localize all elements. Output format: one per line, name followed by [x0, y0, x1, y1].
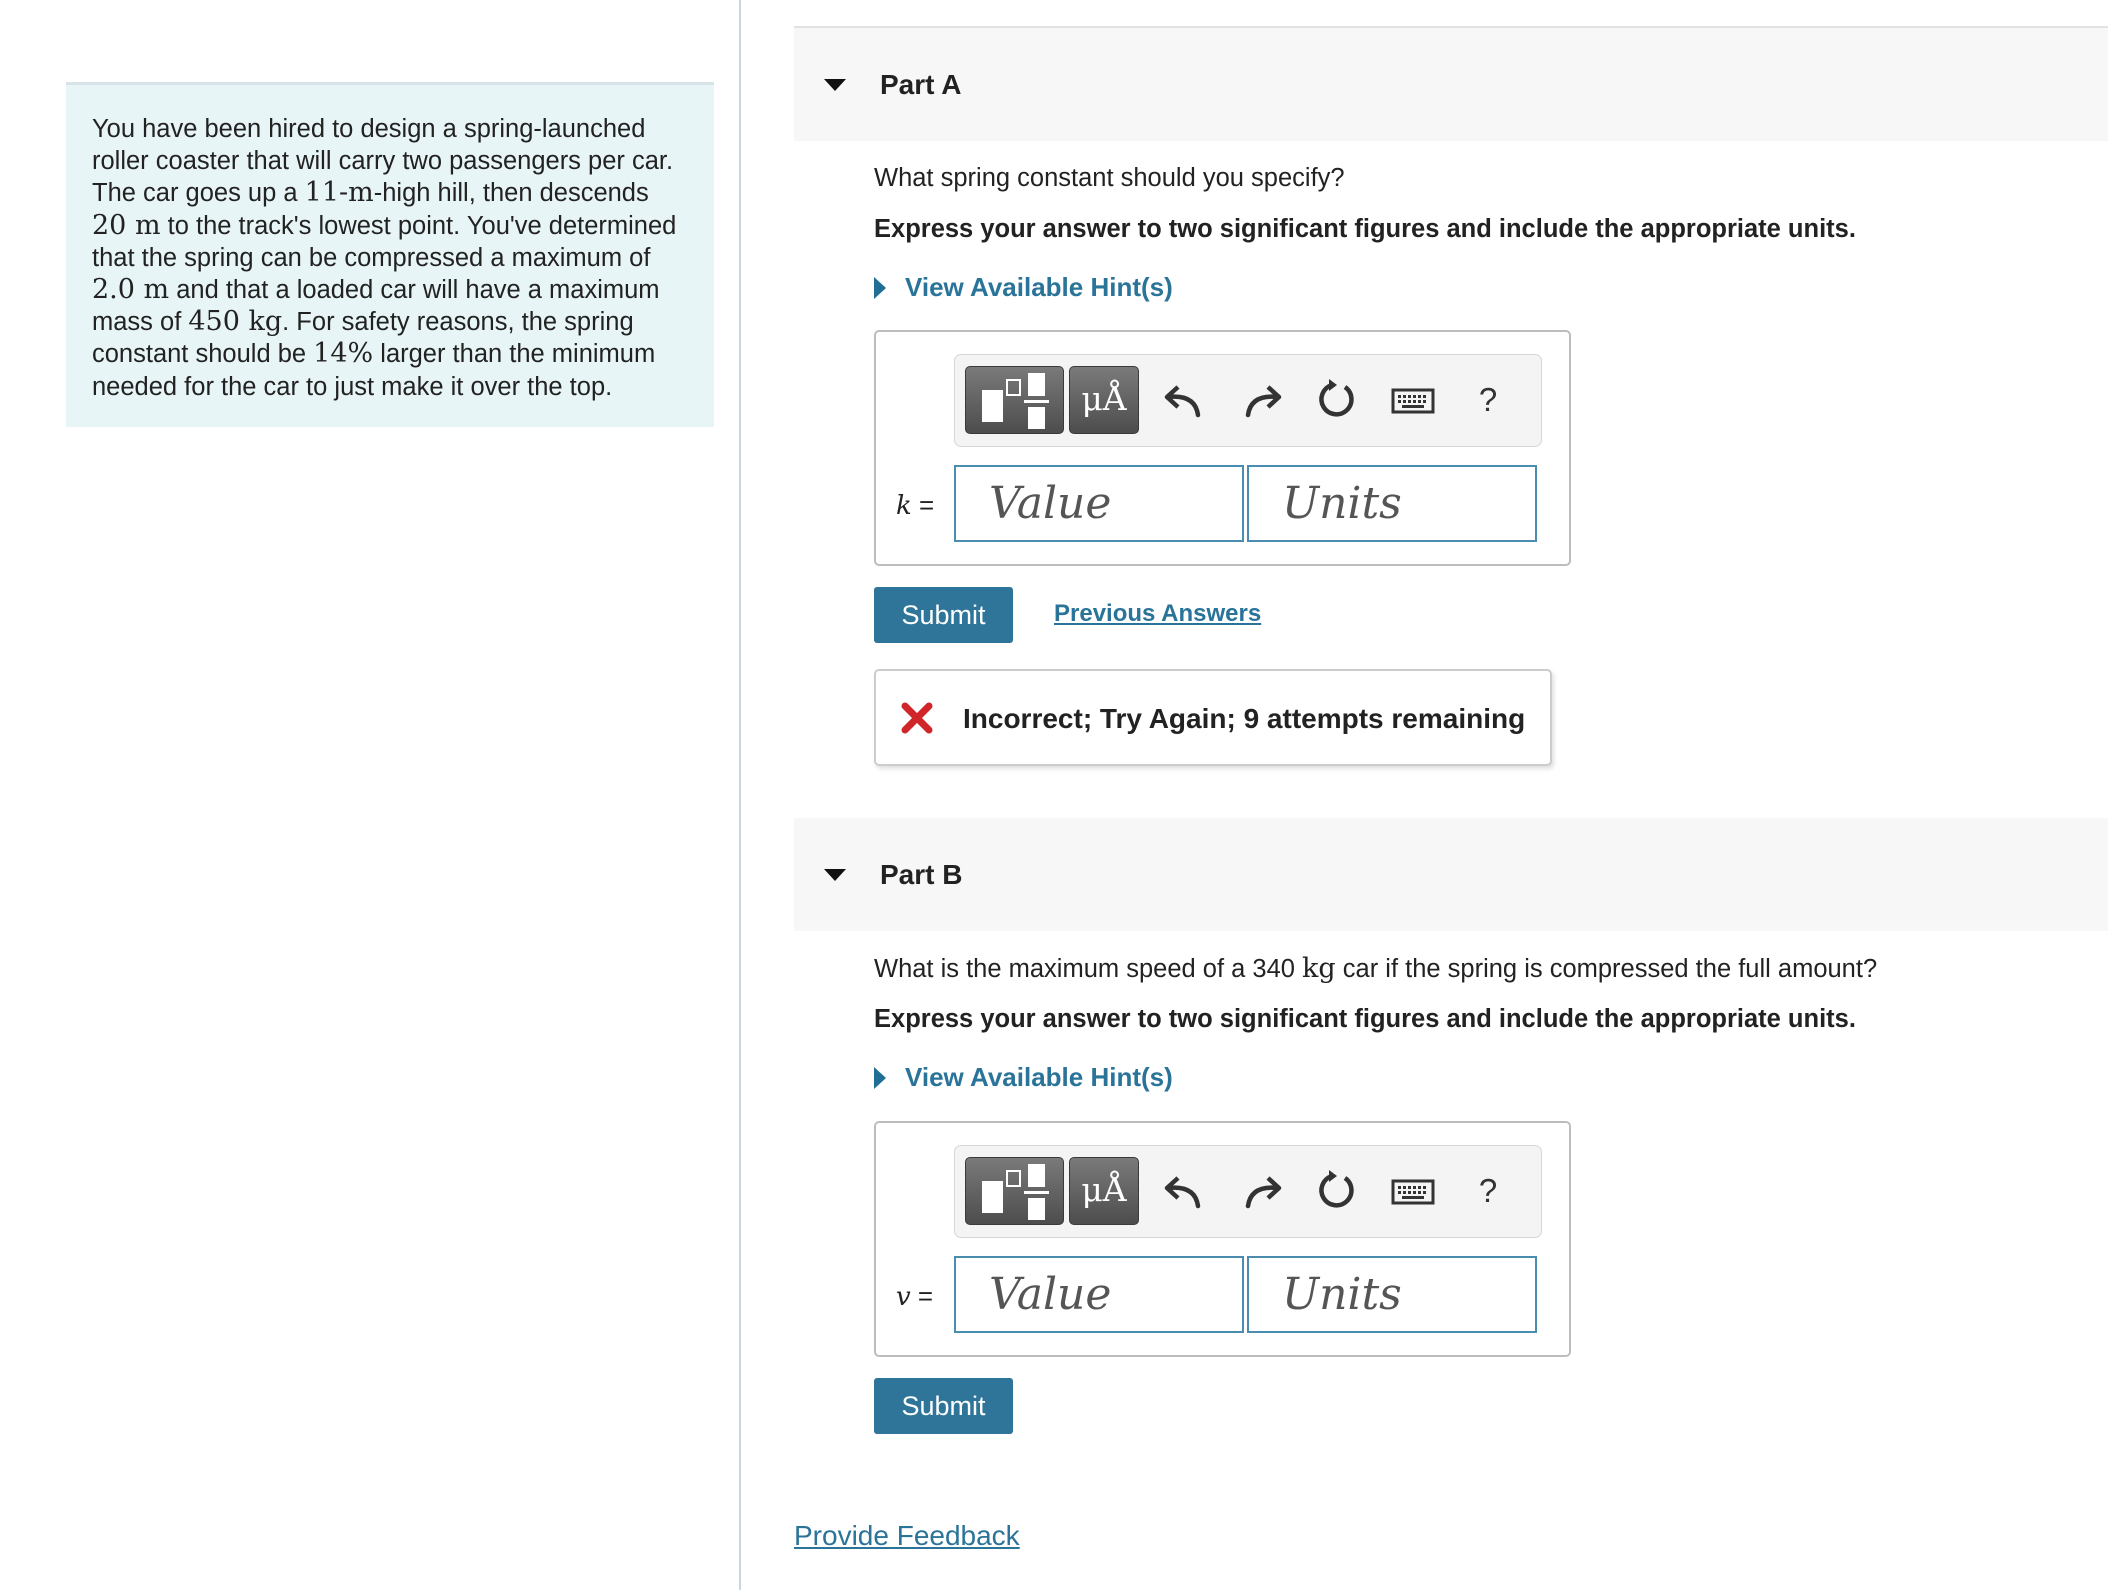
incorrect-x-icon	[900, 701, 934, 735]
units-input[interactable]: Units	[1247, 465, 1537, 542]
template-block-icon	[982, 1181, 1003, 1213]
previous-answers-link[interactable]: Previous Answers	[1054, 600, 1262, 627]
math-toolbar	[954, 354, 1542, 447]
problem-math-height: 11-m	[304, 177, 374, 209]
redo-icon[interactable]	[1236, 375, 1286, 425]
fraction-denominator-icon	[1028, 1198, 1045, 1220]
part-b-instruction: Express your answer to two significant figures and include the appropriate units.	[874, 1005, 1856, 1033]
template-block-icon	[982, 390, 1003, 422]
part-a-title: Part A	[880, 68, 962, 100]
problem-text-segment: You have been hired to design a spring-launched roller coaster that will carry two passengers per car. The car goes up a	[92, 115, 674, 208]
help-icon[interactable]: ?	[1478, 381, 1498, 418]
fraction-numerator-icon	[1028, 1164, 1045, 1187]
value-input[interactable]: Value	[954, 465, 1244, 542]
template-box-icon	[1006, 1170, 1021, 1187]
reset-icon[interactable]	[1312, 375, 1362, 425]
value-input[interactable]: Value	[954, 1256, 1244, 1333]
math-toolbar	[954, 1145, 1542, 1238]
variable-label	[896, 490, 934, 521]
fraction-bar-icon	[1024, 1191, 1049, 1194]
fraction-template-button[interactable]	[965, 1157, 1064, 1225]
problem-text-segment: larger than the minimum needed for the car to just make it over the top.	[92, 340, 656, 401]
variable-label	[896, 1281, 933, 1312]
undo-icon[interactable]	[1160, 375, 1210, 425]
units-symbols-button[interactable]	[1069, 366, 1139, 434]
collapse-caret-icon[interactable]	[824, 79, 846, 91]
part-b-hint-toggle[interactable]	[874, 1062, 1173, 1093]
problem-math-percent: 14%	[313, 338, 374, 370]
problem-text-segment: to the track's lowest point. You've determined that the spring can be compressed a maximum of	[92, 211, 677, 272]
template-box-icon	[1006, 379, 1021, 396]
redo-icon[interactable]	[1236, 1166, 1286, 1216]
fraction-bar-icon	[1024, 400, 1049, 403]
question-text: What is the maximum speed of a 340	[874, 955, 1303, 983]
fraction-template-button[interactable]	[965, 366, 1064, 434]
part-a-answer-box	[874, 330, 1571, 566]
hint-label: View Available Hint(s)	[905, 272, 1173, 302]
problem-pane	[0, 0, 740, 1590]
part-b-answer-box	[874, 1121, 1571, 1357]
undo-icon[interactable]	[1160, 1166, 1210, 1216]
keyboard-icon[interactable]	[1388, 1166, 1438, 1216]
problem-math-compression: 2.0 m	[92, 274, 170, 306]
fraction-numerator-icon	[1028, 373, 1045, 396]
part-b-header[interactable]	[794, 818, 2108, 931]
hint-label: View Available Hint(s)	[905, 1062, 1173, 1092]
part-b-question	[874, 953, 1877, 984]
keyboard-icon[interactable]	[1388, 375, 1438, 425]
units-symbols-button[interactable]	[1069, 1157, 1139, 1225]
feedback-message	[874, 669, 1552, 766]
problem-text-segment: . For safety reasons, the spring constant should be	[92, 308, 634, 369]
expand-caret-icon	[874, 1067, 886, 1089]
part-a-instruction: Express your answer to two significant figures and include the appropriate units.	[874, 215, 1856, 243]
help-icon[interactable]: ?	[1478, 1172, 1498, 1209]
fraction-denominator-icon	[1028, 407, 1045, 429]
part-a-question	[874, 164, 1345, 193]
problem-math-drop: 20 m	[92, 209, 161, 241]
equals-sign: =	[911, 490, 935, 520]
feedback-text: Incorrect; Try Again; 9 attempts remaining	[963, 703, 1526, 734]
problem-text	[92, 113, 688, 403]
question-text: What spring constant should you specify?	[874, 164, 1345, 192]
question-math-unit: kg	[1302, 953, 1336, 984]
expand-caret-icon	[874, 277, 886, 299]
parts-pane	[741, 0, 2108, 1590]
provide-feedback-link[interactable]: Provide Feedback	[794, 1520, 1020, 1551]
part-a-submit-button[interactable]: Submit	[874, 587, 1013, 643]
problem-text-segment: and that a loaded car will have a maximum mass of	[92, 276, 660, 337]
reset-icon[interactable]	[1312, 1166, 1362, 1216]
units-glyph: μÅ	[1081, 379, 1127, 418]
problem-text-segment: -high hill, then descends	[373, 179, 649, 208]
variable-symbol: v	[896, 1282, 911, 1312]
variable-symbol: k	[896, 491, 912, 521]
equals-sign: =	[910, 1281, 934, 1311]
question-text: car if the spring is compressed the full amount?	[1335, 955, 1878, 983]
problem-statement	[66, 82, 714, 427]
collapse-caret-icon[interactable]	[824, 869, 846, 881]
units-input[interactable]: Units	[1247, 1256, 1537, 1333]
part-a-hint-toggle[interactable]	[874, 272, 1173, 303]
units-glyph: μÅ	[1081, 1170, 1127, 1209]
part-b-submit-button[interactable]: Submit	[874, 1378, 1013, 1434]
part-b-title: Part B	[880, 858, 963, 890]
problem-math-mass: 450 kg	[188, 306, 283, 338]
part-a-header[interactable]	[794, 28, 2108, 141]
